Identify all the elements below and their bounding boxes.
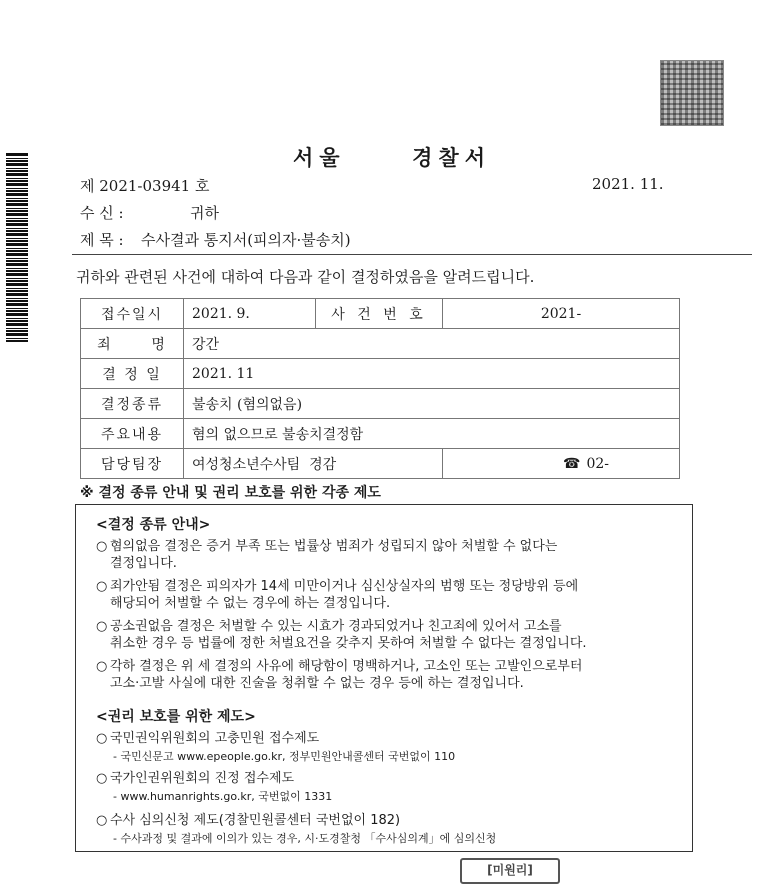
officer-value: 여성청소년수사팀 경감 xyxy=(184,449,443,479)
subject-label: 제 목 : xyxy=(80,231,124,249)
intro-text: 귀하와 관련된 사건에 대하여 다음과 같이 결정하였음을 알려드립니다. xyxy=(76,268,535,286)
case-no-label: 사 건 번 호 xyxy=(316,299,443,329)
receipt-date-label: 접수일시 xyxy=(81,299,184,329)
decision-guide-heading: <결정 종류 안내> xyxy=(96,517,211,533)
barcode xyxy=(6,152,28,342)
table-row xyxy=(81,419,680,449)
main-content-label: 주요내용 xyxy=(81,419,184,449)
decision-date-value: 2021. 11 xyxy=(184,359,680,389)
decision-type-label: 결정종류 xyxy=(81,389,184,419)
info-table xyxy=(80,298,680,479)
org-title: 서울 경찰서 xyxy=(293,145,491,170)
table-row xyxy=(81,359,680,389)
phone-value: 02- xyxy=(586,455,609,472)
list-item-detail: - 수사과정 및 결과에 이의가 있는 경우, 시·도경찰청 「수사심의계」에 심의신청 xyxy=(113,832,497,845)
phone-icon: ☎ xyxy=(563,455,581,472)
crime-label: 죄 명 xyxy=(81,329,184,359)
divider xyxy=(72,254,752,255)
decision-date-label: 결 정 일 xyxy=(81,359,184,389)
rights-heading: <권리 보호를 위한 제도> xyxy=(96,709,256,725)
list-item: ○ 혐의없음 결정은 증거 부족 또는 법률상 범죄가 성립되지 않아 처벌할 수 없다는 결정입니다. xyxy=(96,539,558,571)
main-content-value: 혐의 없으므로 불송치결정함 xyxy=(184,419,680,449)
recipient-label: 수 신 : xyxy=(80,204,124,222)
recipient-value: 귀하 xyxy=(190,204,219,222)
list-item: ○ 국민권익위원회의 고충민원 접수제도 xyxy=(96,731,320,746)
stamp: [미원리] xyxy=(460,858,560,884)
list-item: ○ 죄가안됨 결정은 피의자가 14세 미만이거나 심신상실자의 범행 또는 정당방위 등에 해당되어 처벌할 수 없는 경우에 하는 결정입니다. xyxy=(96,579,579,611)
crime-value: 강간 xyxy=(184,329,680,359)
case-no-value: 2021- xyxy=(443,299,680,329)
doc-number: 제 2021-03941 호 xyxy=(80,177,210,195)
list-item: ○ 수사 심의신청 제도(경찰민원콜센터 국번없이 182) xyxy=(96,813,401,828)
list-item: ○ 각하 결정은 위 세 결정의 사유에 해당함이 명백하거나, 고소인 또는 고발인으로부터 고소·고발 사실에 대한 진술을 청취할 수 없는 경우 등에 하는 결정입니다. xyxy=(96,659,583,691)
list-item-detail: - www.humanrights.go.kr, 국번없이 1331 xyxy=(113,790,333,803)
officer-label: 담당팀장 xyxy=(81,449,184,479)
subject-value: 수사결과 통지서(피의자·불송치) xyxy=(141,231,351,249)
list-item: ○ 국가인권위원회의 진정 접수제도 xyxy=(96,771,295,786)
table-row xyxy=(81,389,680,419)
table-row xyxy=(81,299,680,329)
table-row xyxy=(81,329,680,359)
receipt-date-value: 2021. 9. xyxy=(184,299,316,329)
doc-date: 2021. 11. xyxy=(592,175,664,193)
qr-code xyxy=(660,60,724,126)
decision-type-value: 불송치 (혐의없음) xyxy=(184,389,680,419)
table-row xyxy=(81,449,680,479)
list-item-detail: - 국민신문고 www.epeople.go.kr, 정부민원안내콜센터 국번없이 110 xyxy=(113,750,456,763)
list-item: ○ 공소권없음 결정은 처벌할 수 있는 시효가 경과되었거나 친고죄에 있어서 고소를 취소한 경우 등 법률에 정한 처벌요건을 갖추지 못하여 처벌할 수 없다는 결정입니다. xyxy=(96,619,587,651)
phone-cell xyxy=(443,449,680,479)
notice-title: ※ 결정 종류 안내 및 권리 보호를 위한 각종 제도 xyxy=(80,485,381,501)
